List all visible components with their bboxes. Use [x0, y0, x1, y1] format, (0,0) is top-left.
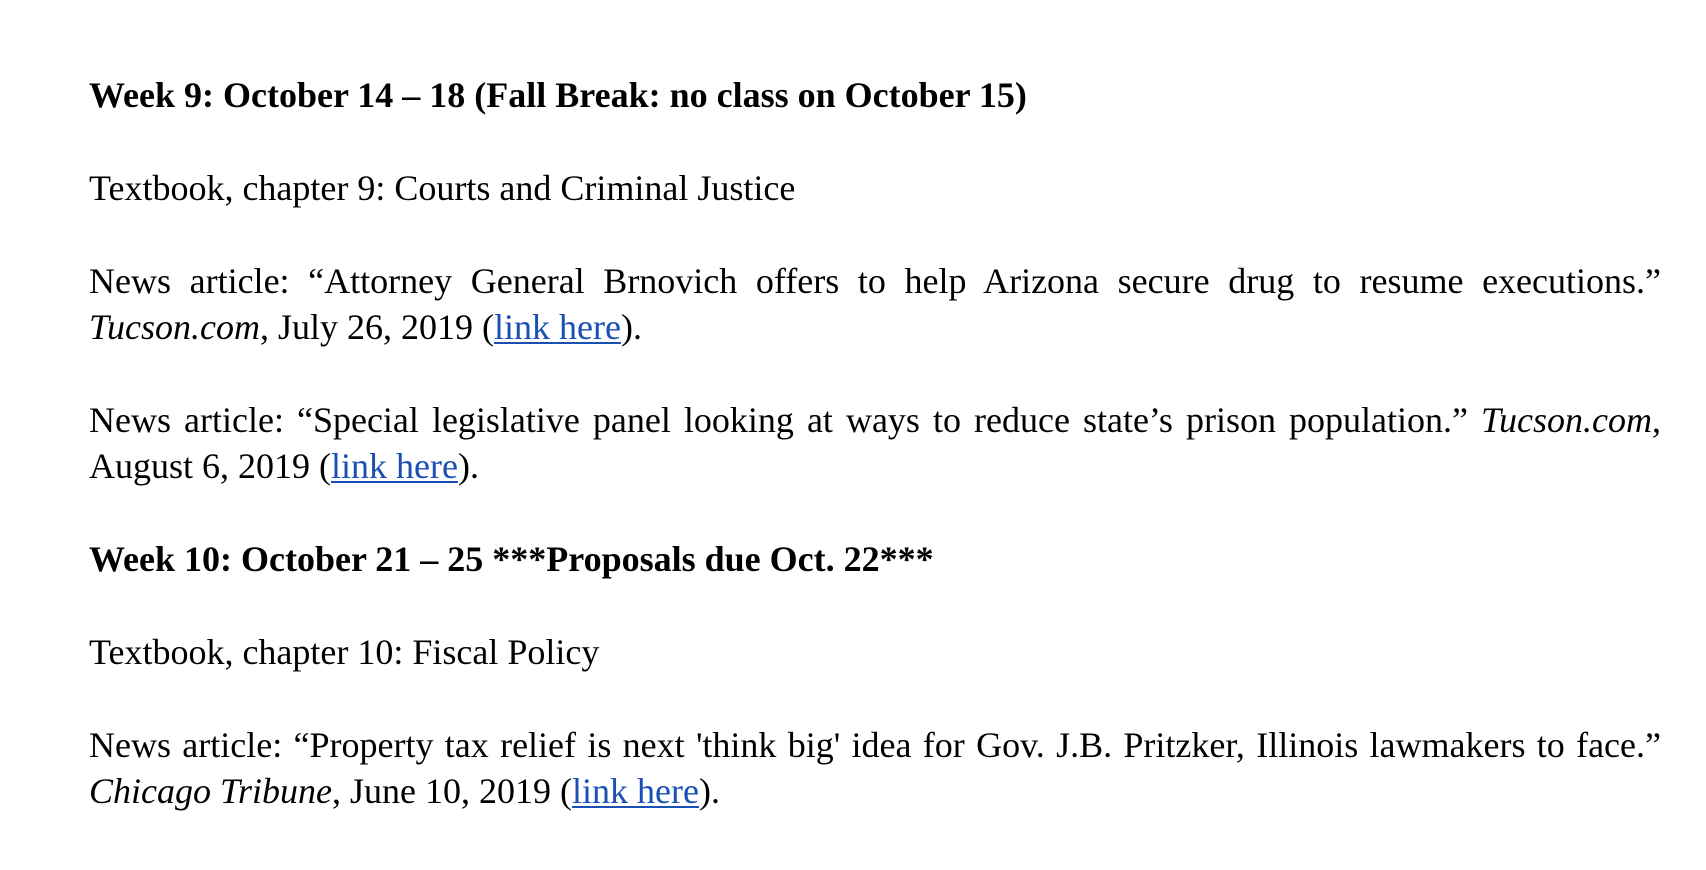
- article-link[interactable]: link here: [572, 771, 699, 811]
- week-10-heading: Week 10: October 21 – 25 ***Proposals due Oct. 22***: [89, 539, 934, 579]
- article-source: Chicago Tribune: [89, 771, 333, 811]
- article-title: News article: “Special legislative panel looking at ways to reduce state’s prison population.”: [89, 400, 1468, 440]
- article-source: Tucson.com: [1481, 400, 1652, 440]
- week-9-heading: Week 9: October 14 – 18 (Fall Break: no class on October 15): [89, 75, 1027, 115]
- article-suffix: ).: [457, 446, 479, 486]
- week-9-article-2: [89, 397, 1661, 489]
- article-source: Tucson.com: [89, 307, 260, 347]
- week-9-textbook: Textbook, chapter 9: Courts and Criminal Justice: [89, 168, 796, 208]
- article-date: , June 10, 2019 (: [332, 771, 573, 811]
- article-date: , July 26, 2019 (: [260, 307, 494, 347]
- article-suffix: ).: [698, 771, 720, 811]
- article-title: News article: “Attorney General Brnovich offers to help Arizona secure drug to resume executions.”: [89, 261, 1661, 301]
- week-10-article-1: [89, 722, 1661, 814]
- article-title: News article: “Property tax relief is next 'think big' idea for Gov. J.B. Pritzker, Illinois lawmakers to face.”: [89, 725, 1661, 765]
- article-link[interactable]: link here: [494, 307, 621, 347]
- week-9-article-1: [89, 258, 1661, 350]
- article-date: , August 6, 2019 (: [89, 400, 1661, 486]
- week-10-textbook: Textbook, chapter 10: Fiscal Policy: [89, 632, 600, 672]
- article-link[interactable]: link here: [331, 446, 458, 486]
- article-suffix: ).: [620, 307, 642, 347]
- document-page: [89, 72, 1661, 861]
